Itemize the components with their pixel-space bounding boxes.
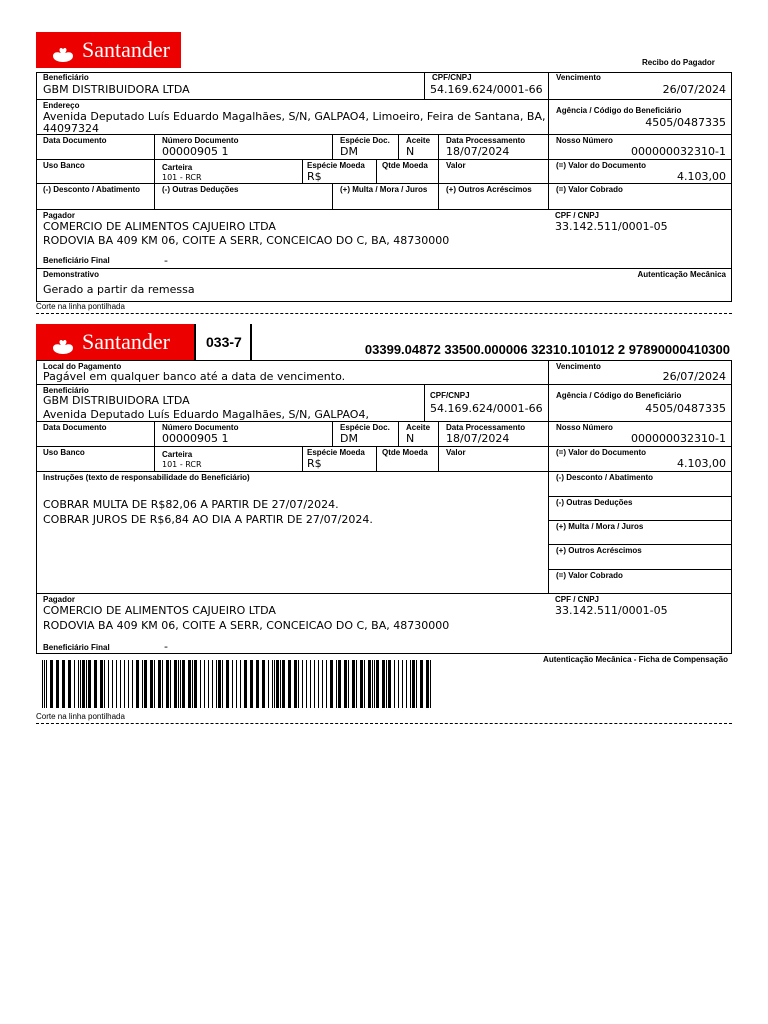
barcode-bar xyxy=(150,660,153,708)
barcode-bar xyxy=(120,660,121,708)
recibo-data-proc-cell: Data Processamento 18/07/2024 xyxy=(438,134,548,159)
barcode-bar xyxy=(352,660,355,708)
recibo-pagador-cnpj-cell: CPF / CNPJ 33.142.511/0001-05 xyxy=(548,209,732,268)
ficha-valor-cell: Valor xyxy=(438,446,548,471)
barcode-bar xyxy=(82,660,85,708)
barcode-bar xyxy=(268,660,269,708)
barcode-bar xyxy=(180,660,181,708)
barcode-bar xyxy=(406,660,407,708)
recibo-title: Recibo do Pagador xyxy=(642,58,715,67)
recibo-deducoes-cell: (-) Outras Deduções xyxy=(154,183,332,209)
recibo-especie-doc: DM xyxy=(340,145,358,158)
barcode-bar xyxy=(420,660,423,708)
barcode-bar xyxy=(166,660,169,708)
corte-label-2: Corte na linha pontilhada xyxy=(36,712,125,721)
ficha-beneficiario: GBM DISTRIBUIDORA LTDA xyxy=(43,394,190,407)
ficha-vencimento-cell: Vencimento 26/07/2024 xyxy=(548,360,732,384)
barcode-bar xyxy=(364,660,365,708)
barcode-bar xyxy=(56,660,59,708)
ficha-desconto-cell: (-) Desconto / Abatimento xyxy=(548,471,732,496)
bank-name: Santander xyxy=(82,37,170,62)
barcode-bar xyxy=(158,660,161,708)
recibo-vencimento: 26/07/2024 xyxy=(662,83,726,96)
ficha-multa-cell: (+) Multa / Mora / Juros xyxy=(548,520,732,544)
ficha-instrucao-juros: COBRAR JUROS DE R$6,84 AO DIA A PARTIR DE 27/07/2024. xyxy=(43,513,373,526)
barcode-bar xyxy=(412,660,415,708)
ficha-agencia-cell: Agência / Código do Beneficiário 4505/0487335 xyxy=(548,384,732,421)
barcode-bar xyxy=(372,660,373,708)
ficha-pagador-endereco: RODOVIA BA 409 KM 06, COITE A SERR, CONCEICAO DO C, BA, 48730000 xyxy=(43,619,450,632)
recibo-pagador-endereco: RODOVIA BA 409 KM 06, COITE A SERR, CONCEICAO DO C, BA, 48730000 xyxy=(43,234,450,247)
barcode-bar xyxy=(222,660,223,708)
ficha-data-proc-cell: Data Processamento 18/07/2024 xyxy=(438,421,548,446)
ficha-pagador-cell: Pagador COMERCIO DE ALIMENTOS CAJUEIRO LTDA RODOVIA BA 409 KM 06, COITE A SERR, CONCEICAO DO C, BA, 48730000 Beneficiário Final - xyxy=(36,593,548,654)
recibo-cpf-cell: CPF/CNPJ 54.169.624/0001-66 xyxy=(424,72,548,99)
barcode-bar xyxy=(326,660,327,708)
bank-code: 033-7 xyxy=(206,334,242,350)
ficha-carteira-cell: Carteira 101 - RCR xyxy=(154,446,302,471)
barcode-bar xyxy=(216,660,217,708)
barcode-bar xyxy=(144,660,147,708)
barcode-bar xyxy=(294,660,297,708)
recibo-nosso-numero: 000000032310-1 xyxy=(631,145,726,158)
barcode-bar xyxy=(322,660,323,708)
recibo-valor-doc-cell: (=) Valor do Documento 4.103,00 xyxy=(548,159,732,183)
ficha-agencia: 4505/0487335 xyxy=(645,402,726,415)
barcode-bar xyxy=(200,660,201,708)
barcode-bar xyxy=(46,660,47,708)
recibo-carteira-cell: Carteira 101 - RCR xyxy=(154,159,302,183)
barcode-bar xyxy=(282,660,285,708)
barcode-bar xyxy=(394,660,395,708)
barcode-bar xyxy=(360,660,363,708)
recibo-pagador-cell: Pagador COMERCIO DE ALIMENTOS CAJUEIRO LTDA RODOVIA BA 409 KM 06, COITE A SERR, CONCEICAO DO C, BA, 48730000 Beneficiário Final - xyxy=(36,209,548,268)
ficha-data-processamento: 18/07/2024 xyxy=(446,432,510,445)
barcode-bar xyxy=(124,660,125,708)
barcode-bar xyxy=(402,660,403,708)
barcode-bar xyxy=(416,660,417,708)
barcode-bar xyxy=(94,660,97,708)
barcode-bar xyxy=(212,660,213,708)
ficha-pagador-cnpj-cell: CPF / CNPJ 33.142.511/0001-05 xyxy=(548,593,732,654)
ficha-carteira: 101 - RCR xyxy=(162,460,202,469)
recibo-pagador-cnpj: 33.142.511/0001-05 xyxy=(555,220,668,233)
recibo-data-processamento: 18/07/2024 xyxy=(446,145,510,158)
recibo-agencia: 4505/0487335 xyxy=(645,116,726,129)
barcode-bar xyxy=(192,660,193,708)
ficha-cpf-cell: CPF/CNPJ 54.169.624/0001-66 xyxy=(424,384,548,421)
ficha-valor-doc-cell: (=) Valor do Documento 4.103,00 xyxy=(548,446,732,471)
recibo-desconto-cell: (-) Desconto / Abatimento xyxy=(36,183,154,209)
ficha-especie-doc-cell: Espécie Doc. DM xyxy=(332,421,398,446)
barcode-bar xyxy=(330,660,333,708)
ficha-pagador-nome: COMERCIO DE ALIMENTOS CAJUEIRO LTDA xyxy=(43,604,276,617)
barcode-bar xyxy=(162,660,163,708)
barcode-bar xyxy=(244,660,247,708)
barcode-bar xyxy=(154,660,155,708)
barcode xyxy=(42,660,432,708)
recibo-data-doc-cell: Data Documento xyxy=(36,134,154,159)
barcode-bar xyxy=(298,660,299,708)
recibo-demonstrativo: Gerado a partir da remessa xyxy=(43,283,195,296)
recibo-numero-documento: 00000905 1 xyxy=(162,145,229,158)
ficha-pagador-cnpj: 33.142.511/0001-05 xyxy=(555,604,668,617)
linha-digitavel: 03399.04872 33500.000006 32310.101012 2 97890000410300 xyxy=(364,342,730,357)
barcode-bar xyxy=(62,660,65,708)
barcode-bar xyxy=(382,660,385,708)
recibo-pagador-nome: COMERCIO DE ALIMENTOS CAJUEIRO LTDA xyxy=(43,220,276,233)
ficha-aceite: N xyxy=(406,432,415,445)
barcode-bar xyxy=(44,660,45,708)
recibo-valor-cell: Valor xyxy=(438,159,548,183)
barcode-bar xyxy=(240,660,241,708)
barcode-bar xyxy=(50,660,53,708)
ficha-cpf-cnpj: 54.169.624/0001-66 xyxy=(430,402,543,415)
ficha-nosso-numero: 000000032310-1 xyxy=(631,432,726,445)
ficha-aceite-cell: Aceite N xyxy=(398,421,438,446)
recibo-vencimento-cell: Vencimento 26/07/2024 xyxy=(548,72,732,99)
ficha-especie-doc: DM xyxy=(340,432,358,445)
barcode-bar xyxy=(178,660,179,708)
barcode-bar xyxy=(128,660,129,708)
recibo-nosso-numero-cell: Nosso Número 000000032310-1 xyxy=(548,134,732,159)
bank-name: Santander xyxy=(82,329,170,354)
recibo-agencia-cell: Agência / Código do Beneficiário 4505/0487335 xyxy=(548,99,732,134)
ficha-acrescimos-cell: (+) Outros Acréscimos xyxy=(548,544,732,569)
barcode-bar xyxy=(310,660,311,708)
barcode-bar xyxy=(430,660,431,708)
ficha-endereco: Avenida Deputado Luís Eduardo Magalhães, S/N, GALPAO4, xyxy=(43,408,369,421)
recibo-cpf-cnpj: 54.169.624/0001-66 xyxy=(430,83,543,96)
ficha-numero-documento: 00000905 1 xyxy=(162,432,229,445)
recibo-valor-documento: 4.103,00 xyxy=(677,170,726,183)
barcode-bar xyxy=(208,660,209,708)
ficha-data-doc-cell: Data Documento xyxy=(36,421,154,446)
barcode-bar xyxy=(174,660,177,708)
recibo-endereco-cell: Endereço Avenida Deputado Luís Eduardo Magalhães, S/N, GALPAO4, Limoeiro, Feira de Santana, BA, 44097324 xyxy=(36,99,548,134)
barcode-bar xyxy=(78,660,79,708)
ficha-valor-documento: 4.103,00 xyxy=(677,457,726,470)
barcode-bar xyxy=(86,660,87,708)
barcode-bar xyxy=(306,660,307,708)
ficha-local-pagamento: Pagável em qualquer banco até a data de vencimento. xyxy=(43,370,346,383)
barcode-bar xyxy=(112,660,113,708)
santander-logo-2 xyxy=(36,324,194,360)
barcode-bar xyxy=(314,660,315,708)
barcode-bar xyxy=(136,660,139,708)
barcode-bar xyxy=(132,660,133,708)
recibo-especie-doc-cell: Espécie Doc. DM xyxy=(332,134,398,159)
recibo-beneficiario: GBM DISTRIBUIDORA LTDA xyxy=(43,83,190,96)
barcode-bar xyxy=(274,660,275,708)
santander-logo xyxy=(36,32,181,68)
barcode-bar xyxy=(302,660,303,708)
barcode-bar xyxy=(338,660,341,708)
barcode-bar xyxy=(182,660,185,708)
ficha-qtde-moeda-cell: Qtde Moeda xyxy=(376,446,438,471)
ficha-cobrado-cell: (=) Valor Cobrado xyxy=(548,569,732,593)
ficha-numero-doc-cell: Número Documento 00000905 1 xyxy=(154,421,332,446)
barcode-bar xyxy=(250,660,253,708)
recibo-beneficiario-cell: Beneficiário GBM DISTRIBUIDORA LTDA xyxy=(43,73,190,96)
barcode-bar xyxy=(88,660,91,708)
barcode-bar xyxy=(188,660,191,708)
recibo-carteira: 101 - RCR xyxy=(162,173,202,182)
barcode-bar xyxy=(100,660,103,708)
ficha-beneficiario-final: - xyxy=(164,640,168,653)
barcode-bar xyxy=(426,660,429,708)
barcode-bar xyxy=(262,660,265,708)
barcode-bar xyxy=(204,660,205,708)
barcode-bar xyxy=(170,660,171,708)
ficha-local-cell: Local do Pagamento Pagável em qualquer banco até a data de vencimento. xyxy=(36,360,548,384)
barcode-bar xyxy=(74,660,75,708)
bank-code-box xyxy=(194,324,252,360)
ficha-vencimento: 26/07/2024 xyxy=(662,370,726,383)
barcode-bar xyxy=(410,660,411,708)
barcode-bar xyxy=(236,660,237,708)
barcode-bar xyxy=(42,660,43,708)
ficha-nosso-numero-cell: Nosso Número 000000032310-1 xyxy=(548,421,732,446)
ficha-deducoes-cell: (-) Outras Deduções xyxy=(548,496,732,520)
barcode-bar xyxy=(272,660,273,708)
barcode-bar xyxy=(280,660,281,708)
barcode-bar xyxy=(398,660,399,708)
barcode-bar xyxy=(386,660,387,708)
recibo-acrescimos-cell: (+) Outros Acréscimos xyxy=(438,183,548,209)
ficha-especie-moeda: R$ xyxy=(307,457,322,470)
barcode-bar xyxy=(256,660,259,708)
recibo-beneficiario-final: - xyxy=(164,254,168,267)
barcode-bar xyxy=(288,660,291,708)
ficha-beneficiario-cell: Beneficiário GBM DISTRIBUIDORA LTDA Avenida Deputado Luís Eduardo Magalhães, S/N, GALPAO4, xyxy=(36,384,424,421)
barcode-bar xyxy=(344,660,347,708)
recibo-aceite: N xyxy=(406,145,415,158)
barcode-bar xyxy=(108,660,109,708)
recibo-endereco-2: 44097324 xyxy=(43,122,99,134)
recibo-qtde-moeda-cell: Qtde Moeda xyxy=(376,159,438,183)
recibo-multa-cell: (+) Multa / Mora / Juros xyxy=(332,183,438,209)
barcode-bar xyxy=(388,660,391,708)
ficha-uso-banco-cell: Uso Banco xyxy=(36,446,154,471)
barcode-bar xyxy=(226,660,229,708)
barcode-bar xyxy=(194,660,197,708)
corte-line-2 xyxy=(36,723,732,724)
barcode-bar xyxy=(368,660,371,708)
recibo-endereco-1: Avenida Deputado Luís Eduardo Magalhães, S/N, GALPAO4, Limoeiro, Feira de Santana, BA, xyxy=(43,110,546,123)
recibo-demonstrativo-cell: Demonstrativo Autenticação Mecânica Gerado a partir da remessa xyxy=(36,268,732,302)
recibo-numero-doc-cell: Número Documento 00000905 1 xyxy=(154,134,332,159)
barcode-bar xyxy=(376,660,379,708)
corte-line-1 xyxy=(36,313,732,314)
recibo-especie-moeda: R$ xyxy=(307,170,322,183)
recibo-especie-moeda-cell: Espécie Moeda R$ xyxy=(302,159,376,183)
barcode-bar xyxy=(218,660,221,708)
barcode-bar xyxy=(68,660,71,708)
ficha-instrucao-multa: COBRAR MULTA DE R$82,06 A PARTIR DE 27/07/2024. xyxy=(43,498,339,511)
corte-label-1: Corte na linha pontilhada xyxy=(36,302,125,311)
barcode-bar xyxy=(142,660,143,708)
recibo-cobrado-cell: (=) Valor Cobrado xyxy=(548,183,732,209)
barcode-bar xyxy=(116,660,117,708)
ficha-especie-moeda-cell: Espécie Moeda R$ xyxy=(302,446,376,471)
barcode-bar xyxy=(232,660,233,708)
barcode-bar xyxy=(356,660,357,708)
barcode-bar xyxy=(276,660,279,708)
recibo-uso-banco-cell: Uso Banco xyxy=(36,159,154,183)
barcode-bar xyxy=(318,660,319,708)
ficha-autenticacao: Autenticação Mecânica - Ficha de Compensação xyxy=(543,655,728,664)
santander-flame-icon xyxy=(52,330,74,354)
santander-flame-icon xyxy=(52,38,74,62)
recibo-aceite-cell: Aceite N xyxy=(398,134,438,159)
barcode-bar xyxy=(104,660,105,708)
barcode-bar xyxy=(80,660,81,708)
barcode-bar xyxy=(336,660,337,708)
barcode-bar xyxy=(374,660,375,708)
ficha-instrucoes-cell: Instruções (texto de responsabilidade do Beneficiário) COBRAR MULTA DE R$82,06 A PARTIR DE 27/07/2024. COBRAR JUROS DE R$6,84 AO DIA A PARTIR DE 27/07/2024. xyxy=(36,471,548,593)
barcode-bar xyxy=(348,660,349,708)
